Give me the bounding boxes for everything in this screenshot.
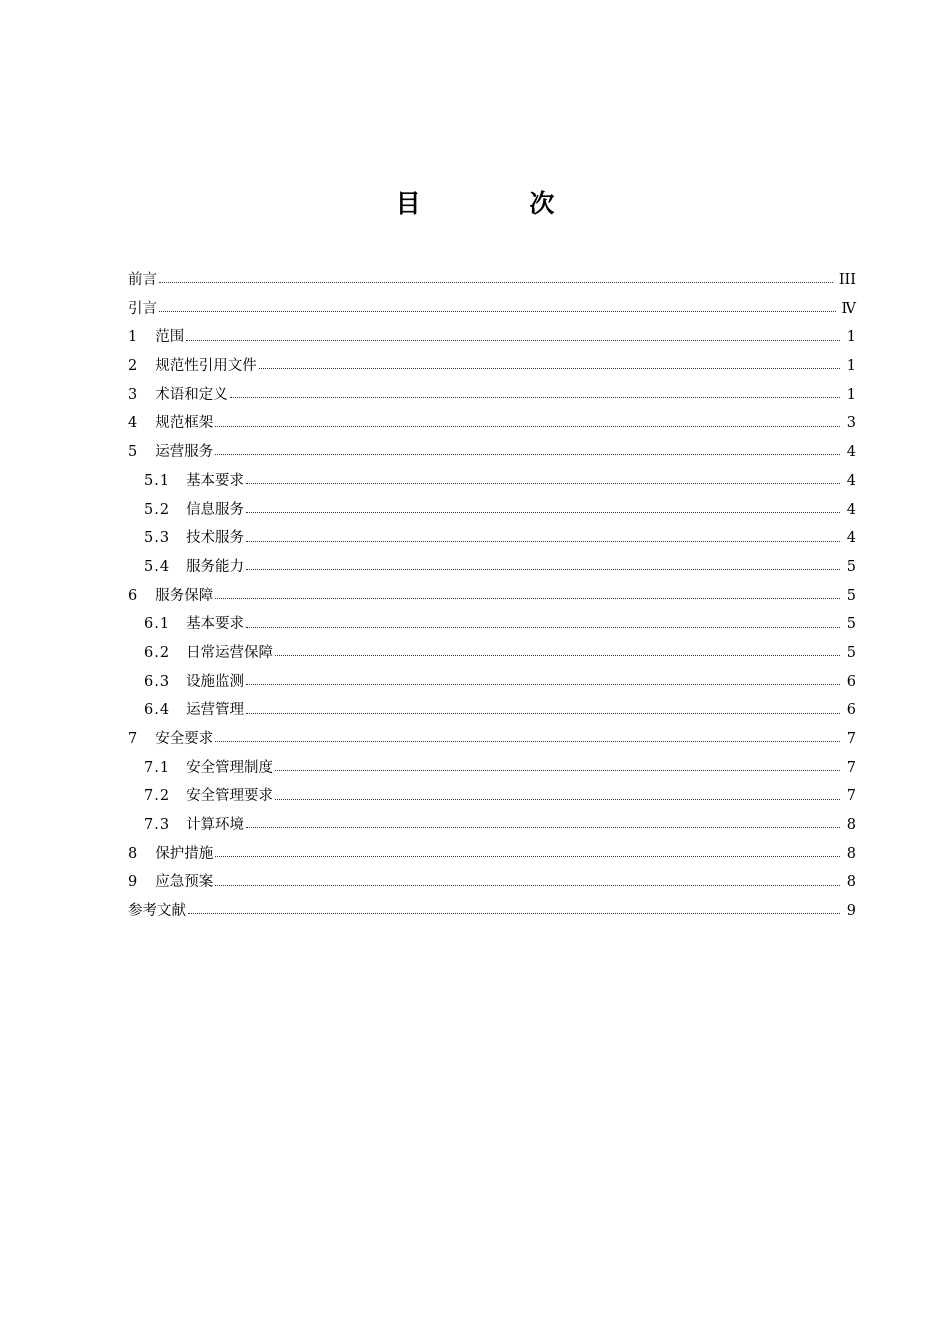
- toc-entry-number: 1: [128, 329, 138, 346]
- toc-entry[interactable]: [128, 782, 856, 811]
- toc-entry[interactable]: [128, 323, 856, 352]
- toc-entry-heading: [128, 323, 184, 352]
- toc-entry-number: 6.3: [144, 673, 171, 690]
- toc-entry-heading: [128, 381, 228, 410]
- toc-entry-heading: [128, 524, 244, 553]
- toc-entry[interactable]: [128, 553, 856, 582]
- dot-leader: [246, 537, 840, 547]
- toc-entry-page-number: 4: [846, 472, 856, 489]
- toc-entry-label: 运营服务: [155, 444, 214, 461]
- toc-entry-page-number: 8: [846, 845, 856, 862]
- toc-entry-number: 5.3: [144, 530, 171, 547]
- dot-leader: [246, 565, 840, 575]
- toc-entry-heading: [128, 897, 186, 926]
- toc-entry-heading: [128, 868, 213, 897]
- toc-entry-heading: [128, 840, 213, 869]
- toc-entry-heading: [128, 295, 157, 324]
- dot-leader: [159, 307, 836, 317]
- toc-entry[interactable]: [128, 840, 856, 869]
- dot-leader: [275, 651, 840, 661]
- toc-entry-page-number: 7: [846, 759, 856, 776]
- toc-entry-page-number: 1: [846, 386, 856, 403]
- toc-entry-label: 前言: [128, 272, 157, 288]
- toc-entry-page-number: 8: [846, 817, 856, 834]
- toc-entry-page-number: 6: [846, 673, 856, 690]
- toc-entry-page-number: III: [838, 272, 856, 288]
- toc-entry[interactable]: [128, 496, 856, 525]
- toc-entry-heading: [128, 639, 273, 668]
- dot-leader: [230, 393, 840, 403]
- toc-entry[interactable]: [128, 352, 856, 381]
- dot-leader: [215, 737, 840, 747]
- toc-entry-label: 日常运营保障: [186, 644, 274, 661]
- toc-entry-label: 规范性引用文件: [155, 358, 257, 375]
- toc-entry-label: 引言: [128, 300, 157, 317]
- toc-entry-label: 参考文献: [128, 903, 186, 920]
- toc-entry-page-number: 7: [846, 788, 856, 805]
- toc-entry-label: 规范框架: [155, 415, 214, 432]
- toc-entry[interactable]: [128, 582, 856, 611]
- toc-entry-heading: [128, 668, 244, 697]
- toc-entry[interactable]: [128, 266, 856, 295]
- toc-entry-number: 7.3: [144, 817, 171, 834]
- toc-entry-heading: [128, 811, 244, 840]
- dot-leader: [246, 508, 840, 518]
- dot-leader: [246, 479, 840, 489]
- toc-entry-page-number: 1: [846, 329, 856, 346]
- toc-entry-heading: [128, 496, 244, 525]
- toc-entry-number: 5.4: [144, 558, 171, 575]
- toc-entry-label: 安全要求: [155, 731, 214, 747]
- dot-leader: [215, 594, 840, 604]
- dot-leader: [186, 336, 840, 346]
- toc-entry-number: 9: [128, 874, 138, 891]
- toc-entry-number: 7: [128, 731, 138, 747]
- toc-entry-number: 6.2: [144, 644, 171, 661]
- toc-entry-page-number: 6: [846, 702, 856, 719]
- toc-entry-number: 7.2: [144, 788, 171, 805]
- toc-entry-label: 运营管理: [186, 702, 245, 719]
- toc-entry-heading: [128, 782, 273, 811]
- toc-entry-label: 服务能力: [186, 558, 245, 575]
- dot-leader: [275, 766, 840, 776]
- toc-entry-heading: [128, 610, 244, 639]
- toc-entry-number: 3: [128, 386, 138, 403]
- dot-leader: [215, 450, 840, 460]
- toc-entry[interactable]: [128, 754, 856, 783]
- toc-entry-heading: [128, 266, 157, 295]
- toc-entry-number: 5.2: [144, 501, 171, 518]
- toc-entry-page-number: 4: [846, 530, 856, 547]
- dot-leader: [259, 364, 840, 374]
- toc-entry-label: 应急预案: [155, 874, 214, 891]
- toc-entry-number: 6.1: [144, 616, 171, 633]
- toc-entry[interactable]: [128, 409, 856, 438]
- dot-leader: [215, 852, 840, 862]
- toc-entry-label: 信息服务: [186, 501, 245, 518]
- dot-leader: [188, 909, 840, 919]
- toc-entry-number: 5: [128, 444, 138, 461]
- toc-entry-page-number: 3: [846, 415, 856, 432]
- toc-entry-number: 2: [128, 358, 138, 375]
- toc-entry-page-number: 8: [846, 874, 856, 891]
- toc-entry[interactable]: [128, 295, 856, 324]
- toc-entry-page-number: 7: [846, 731, 856, 747]
- toc-entry-page-number: 5: [846, 587, 856, 604]
- toc-entry-label: 技术服务: [186, 530, 245, 547]
- toc-entry[interactable]: [128, 438, 856, 467]
- dot-leader: [215, 881, 840, 891]
- toc-entry-number: 7.1: [144, 759, 171, 776]
- dot-leader: [215, 422, 840, 432]
- toc-entry-heading: [128, 553, 244, 582]
- dot-leader: [275, 795, 840, 805]
- toc-entry[interactable]: [128, 897, 856, 926]
- toc-entry-page-number: 5: [846, 644, 856, 661]
- toc-entry-label: 术语和定义: [155, 386, 228, 403]
- toc-entry-label: 安全管理要求: [186, 788, 274, 805]
- toc-entry-heading: [128, 754, 273, 783]
- toc-entry[interactable]: [128, 610, 856, 639]
- toc-entry-heading: [128, 467, 244, 496]
- toc-entry-heading: [128, 352, 257, 381]
- toc-entry-label: 计算环境: [186, 817, 245, 834]
- toc-entry[interactable]: [128, 467, 856, 496]
- toc-entry-label: 保护措施: [155, 845, 214, 862]
- toc-entry-heading: [128, 438, 213, 467]
- toc-entry[interactable]: [128, 811, 856, 840]
- toc-entry-page-number: 1: [846, 358, 856, 375]
- toc-entry-heading: [128, 582, 213, 611]
- toc-entry-heading: [128, 409, 213, 438]
- toc-entry[interactable]: [128, 381, 856, 410]
- dot-leader: [246, 680, 840, 690]
- toc-entry[interactable]: [128, 725, 856, 754]
- toc-entry-page-number: 4: [846, 444, 856, 461]
- toc-entry-number: 6.4: [144, 702, 171, 719]
- toc-entry-number: 6: [128, 587, 138, 604]
- toc-entry[interactable]: [128, 668, 856, 697]
- table-of-contents: [128, 266, 856, 926]
- toc-entry[interactable]: [128, 524, 856, 553]
- toc-entry-page-number: Ⅳ: [841, 300, 856, 317]
- toc-entry-page-number: 5: [846, 616, 856, 633]
- dot-leader: [246, 823, 840, 833]
- dot-leader: [246, 709, 840, 719]
- toc-entry-number: 8: [128, 845, 138, 862]
- toc-entry-heading: [128, 725, 213, 754]
- toc-entry-page-number: 5: [846, 558, 856, 575]
- dot-leader: [246, 623, 840, 633]
- toc-entry-label: 安全管理制度: [186, 759, 274, 776]
- toc-entry-label: 基本要求: [186, 616, 245, 633]
- toc-entry[interactable]: [128, 696, 856, 725]
- toc-entry-label: 范围: [155, 329, 185, 346]
- toc-entry-heading: [128, 696, 244, 725]
- toc-entry[interactable]: [128, 868, 856, 897]
- toc-entry-number: 4: [128, 415, 138, 432]
- toc-entry-label: 设施监测: [186, 673, 245, 690]
- toc-entry-label: 基本要求: [186, 472, 245, 489]
- toc-entry-page-number: 4: [846, 501, 856, 518]
- page-title: 目 次: [395, 189, 605, 218]
- toc-entry-number: 5.1: [144, 472, 171, 489]
- toc-entry-label: 服务保障: [155, 587, 214, 604]
- toc-entry-page-number: 9: [846, 903, 856, 920]
- toc-entry[interactable]: [128, 639, 856, 668]
- dot-leader: [159, 278, 833, 288]
